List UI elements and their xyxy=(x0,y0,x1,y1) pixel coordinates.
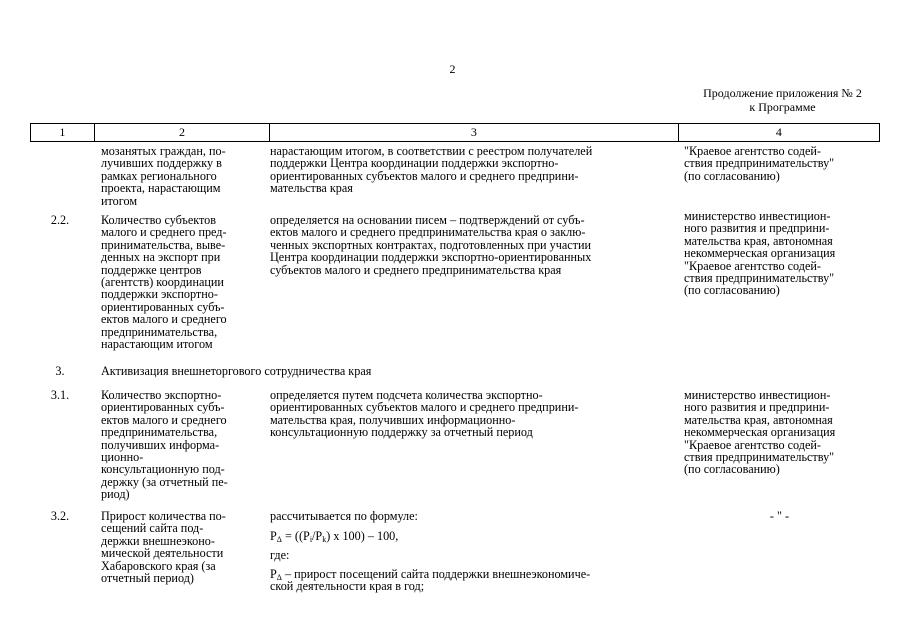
text-line: мательства края, автономная xyxy=(684,233,833,248)
responsible-cell xyxy=(684,145,875,182)
continuation-line: к Программе xyxy=(749,100,816,114)
text-line: нарастающим итогом, в соответствии с реестром получателей xyxy=(270,144,593,158)
definition-text: – прирост посещений сайта поддержки внешнеэкономиче- xyxy=(281,567,591,581)
formula-subscript: i xyxy=(309,535,313,544)
text-line: некоммерческая организация xyxy=(684,425,836,440)
text-line: (по согласованию) xyxy=(684,462,780,477)
formula-text: /P xyxy=(312,529,323,543)
section-title: Активизация внешнеторгового сотрудничества края xyxy=(101,364,372,378)
text-line: мательства края, получивших информационно- xyxy=(270,412,516,427)
text-line: ектов малого и среднего предпринимательства края о заклю- xyxy=(270,225,586,240)
responsible-cell xyxy=(684,389,875,476)
text-line: Прирост количества по- xyxy=(101,509,226,523)
column-number: 4 xyxy=(678,124,879,142)
text-line: итогом xyxy=(101,193,138,208)
text-line: держку (за отчетный пе- xyxy=(101,474,228,489)
text-line: держки внешнеэконо- xyxy=(101,533,215,548)
text-line: ствия предпринимательству" xyxy=(684,450,835,465)
text-line: консультационную поддержку за отчетный период xyxy=(270,425,533,440)
formula-text: ) x 100) – 100, xyxy=(326,529,399,543)
text-line: (по согласованию) xyxy=(684,168,780,183)
method-cell xyxy=(270,145,673,195)
method-cell xyxy=(270,214,673,276)
text-line: министерство инвестицион- xyxy=(684,209,831,223)
text-line: ствия предпринимательству" xyxy=(684,156,835,171)
text-line: определяется путем подсчета количества экспортно- xyxy=(270,388,543,402)
text-line: некоммерческая организация xyxy=(684,246,836,261)
text-line: рамках регионального xyxy=(101,168,217,183)
column-number: 2 xyxy=(94,124,269,142)
continuation-caption xyxy=(680,86,885,114)
text-line: Количество субъектов xyxy=(101,213,217,227)
text-line: ской деятельности края в год; xyxy=(270,579,425,594)
text-line: ного развития и предприни- xyxy=(684,400,830,415)
formula-symbol: P xyxy=(270,529,277,543)
text-line: риод) xyxy=(101,487,130,502)
formula xyxy=(270,530,673,542)
indicator-name-cell xyxy=(101,214,263,350)
continuation-line: Продолжение приложения № 2 xyxy=(703,86,862,100)
text-line: малого и среднего пред- xyxy=(101,225,227,240)
formula-text: = ((P xyxy=(281,529,310,543)
formula-symbol: P xyxy=(270,567,277,581)
text-line: Хабаровского края (за xyxy=(101,558,216,573)
text-line: "Краевое агентство содей- xyxy=(684,258,821,273)
text-line: сещений сайта под- xyxy=(101,521,204,536)
text-line: предпринимательства, xyxy=(101,324,218,339)
column-number: 1 xyxy=(31,124,95,142)
text-line: лучивших поддержку в xyxy=(101,156,222,171)
row-number: 3.1. xyxy=(50,388,70,402)
text-line: принимательства, выве- xyxy=(101,237,226,252)
text-line: мической деятельности xyxy=(101,546,224,561)
text-line: субъектов малого и среднего предпринимательства края xyxy=(270,262,562,277)
method-cell xyxy=(270,389,673,439)
text-line: определяется на основании писем – подтверждений от субъ- xyxy=(270,213,585,227)
text-line: Количество экспортно- xyxy=(101,388,222,402)
responsible-cell: - " - xyxy=(769,509,790,523)
formula-subscript: Δ xyxy=(276,535,282,544)
indicator-name-cell xyxy=(101,389,263,501)
text-line: проекта, нарастающим xyxy=(101,181,221,196)
text-line: "Краевое агентство содей- xyxy=(684,144,821,158)
text-line: мательства края xyxy=(270,181,353,196)
text-line: отчетный период) xyxy=(101,571,194,586)
calc-intro: рассчитывается по формуле: xyxy=(270,509,418,523)
text-line: ствия предпринимательству" xyxy=(684,271,835,286)
text-line: министерство инвестицион- xyxy=(684,388,831,402)
responsible-cell xyxy=(684,210,875,297)
text-line: Центра координации поддержки экспортно-ориентированных xyxy=(270,250,592,265)
text-line: ориентированных субъектов малого и среднего предприни- xyxy=(270,168,579,183)
text-line: консультационную под- xyxy=(101,462,225,477)
text-line: "Краевое агентство содей- xyxy=(684,437,821,452)
indicator-name-cell xyxy=(101,145,263,207)
text-line: ектов малого и среднего xyxy=(101,312,227,327)
text-line: ориентированных субъ- xyxy=(101,400,225,415)
text-line: ектов малого и среднего xyxy=(101,412,227,427)
text-line: ченных экспортных контрактах, подготовленных при участии xyxy=(270,237,592,252)
text-line: (агентств) координации xyxy=(101,275,224,290)
indicator-name-cell xyxy=(101,510,263,584)
text-line: денных на экспорт при xyxy=(101,250,221,265)
row-number: 3.2. xyxy=(50,509,70,523)
text-line: мозанятых граждан, по- xyxy=(101,144,226,158)
text-line: нарастающим итогом xyxy=(101,337,213,352)
text-line: предпринимательства, xyxy=(101,425,218,440)
definition xyxy=(270,568,673,593)
text-line: поддержки Центра координации поддержки экспортно- xyxy=(270,156,559,171)
row-number: 2.2. xyxy=(50,213,70,227)
text-line: поддержки экспортно- xyxy=(101,287,218,302)
text-line: поддержке центров xyxy=(101,262,202,277)
text-line: ного развития и предприни- xyxy=(684,221,830,236)
text-line: ционно- xyxy=(101,450,144,465)
formula-subscript: k xyxy=(322,535,327,544)
text-line: ориентированных субъектов малого и среднего предприни- xyxy=(270,400,579,415)
text-line: ориентированных субъ- xyxy=(101,299,225,314)
text-line: мательства края, автономная xyxy=(684,412,833,427)
column-number-header xyxy=(30,123,880,142)
text-line: (по согласованию) xyxy=(684,283,780,298)
column-number: 3 xyxy=(270,124,679,142)
page-number: 2 xyxy=(449,62,456,76)
where-label: где: xyxy=(270,548,290,562)
formula-subscript: Δ xyxy=(276,573,282,582)
section-number: 3. xyxy=(55,364,65,378)
text-line: получивших информа- xyxy=(101,437,220,452)
